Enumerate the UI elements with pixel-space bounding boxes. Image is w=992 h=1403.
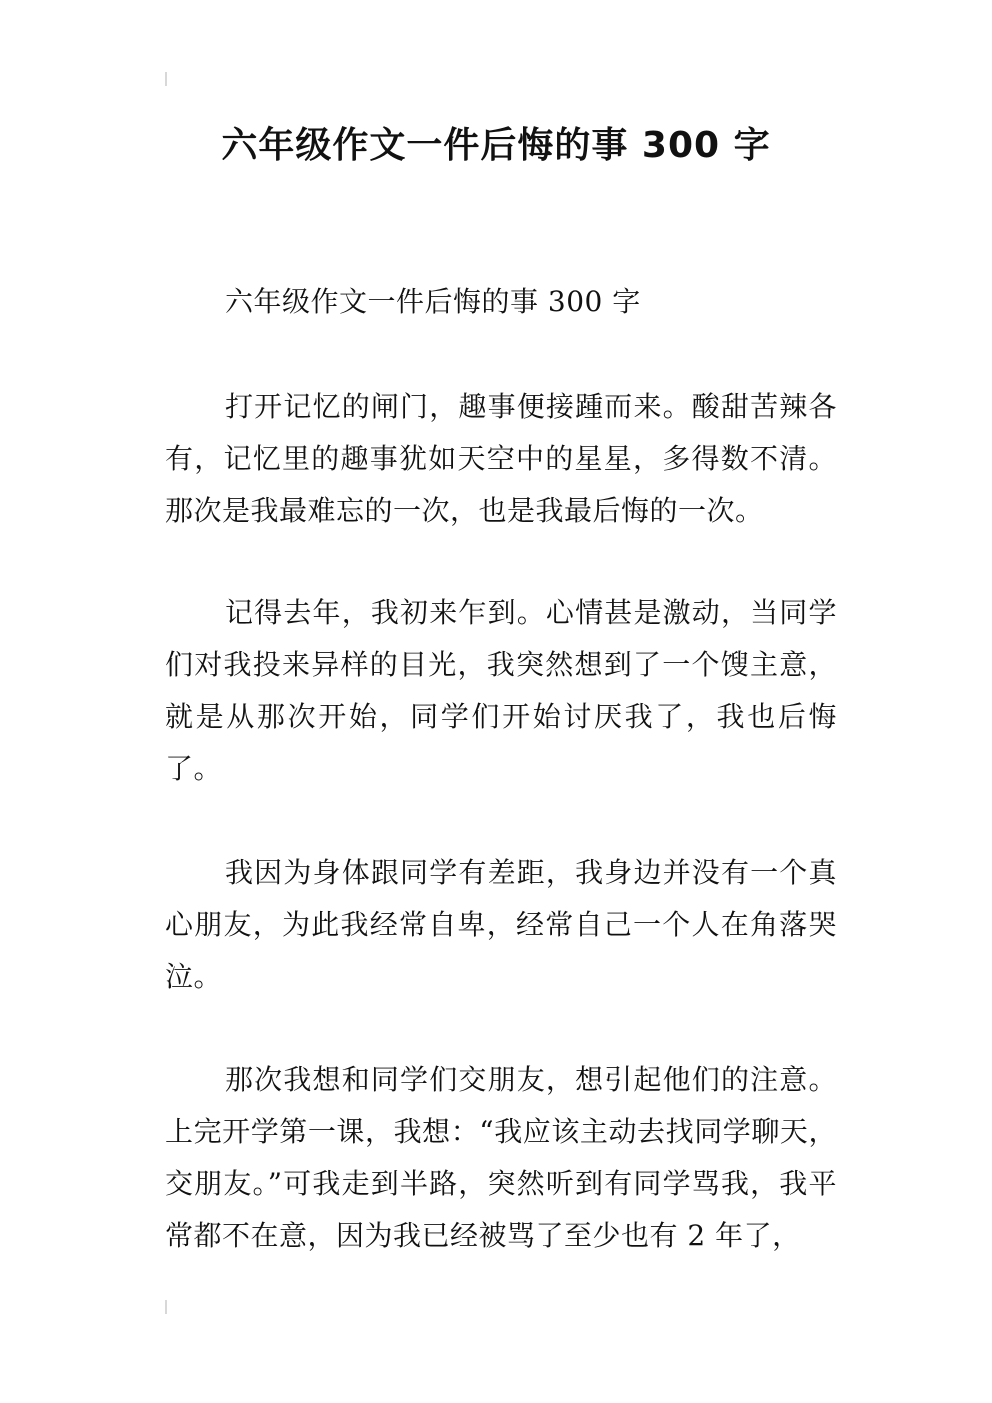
page-corner-mark-top (165, 72, 167, 86)
paragraph-2: 记得去年，我初来乍到。心情甚是激动，当同学们对我投来异样的目光，我突然想到了一个馊主意，就是从那次开始，同学们开始讨厌我了，我也后悔了。 (165, 596, 837, 785)
paragraph-3: 我因为身体跟同学有差距，我身边并没有一个真心朋友，为此我经常自卑，经常自己一个人在角落哭泣。 (165, 856, 837, 993)
paragraph-4: 那次我想和同学们交朋友，想引起他们的注意。上完开学第一课，我想：“我应该主动去找同学聊天，交朋友。”可我走到半路，突然听到有同学骂我，我平常都不在意，因为我已经被骂了至少也有 2 年了， (165, 1063, 837, 1252)
page-corner-mark-bottom (165, 1300, 167, 1314)
document-title: 六年级作文一件后悔的事 300 字 (221, 125, 771, 166)
paragraph-1: 打开记忆的闸门，趣事便接踵而来。酸甜苦辣各有，记忆里的趣事犹如天空中的星星，多得数不清。那次是我最难忘的一次，也是我最后悔的一次。 (165, 390, 837, 527)
document-subtitle: 六年级作文一件后悔的事 300 字 (225, 285, 641, 318)
